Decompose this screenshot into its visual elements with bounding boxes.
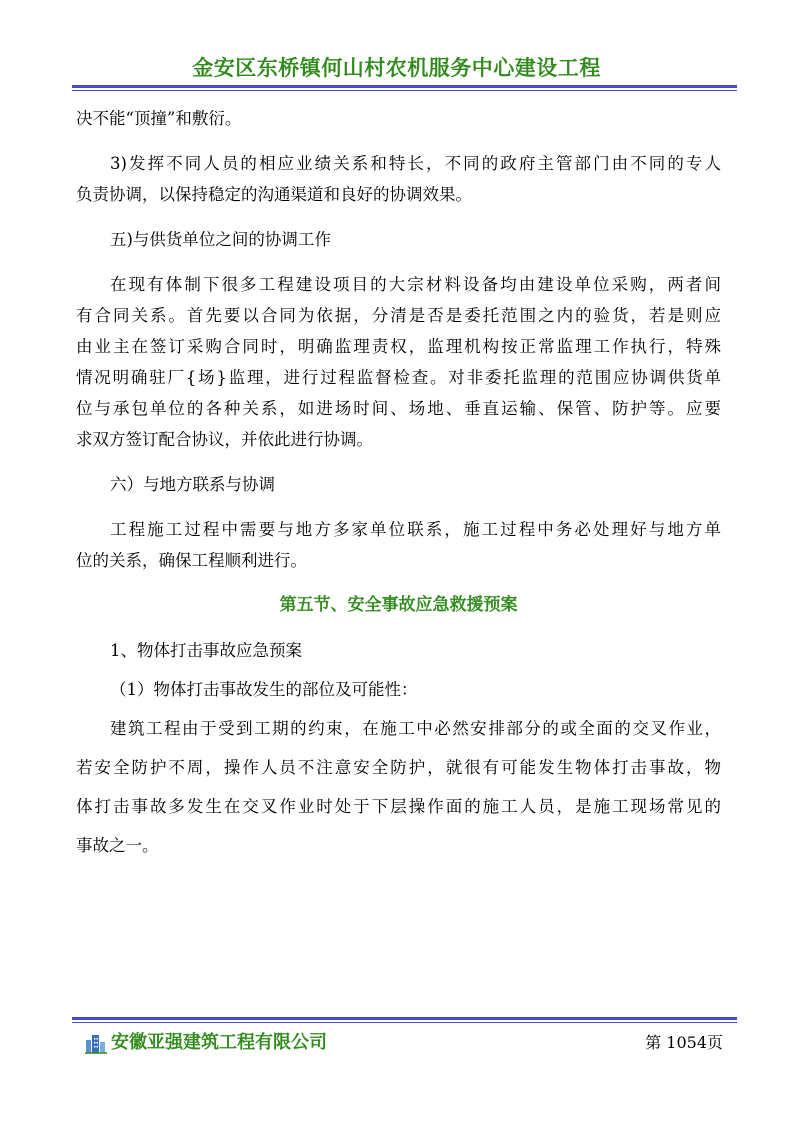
section-heading: 第五节、安全事故应急救援预案	[279, 595, 518, 615]
body-line: 负责协调，以保持稳定的沟通渠道和良好的协调效果。	[76, 185, 472, 204]
subsection-heading: 五)与供货单位之间的协调工作	[110, 230, 331, 249]
subsection-heading: （1）物体打击事故发生的部位及可能性：	[110, 680, 418, 699]
body-line: 建筑工程由于受到工期的约束，在施工中必然安排部分的或全面的交叉作业，	[110, 719, 721, 738]
body-line: 事故之一。	[76, 836, 159, 855]
body-line: 决不能“顶撞”和敷衍。	[76, 109, 242, 128]
header-title: 金安区东桥镇何山村农机服务中心建设工程	[192, 56, 601, 80]
body-line: 若安全防护不周，操作人员不注意安全防护，就很有可能发生物体打击事故，物	[76, 758, 721, 777]
body-line: 体打击事故多发生在交叉作业时处于下层操作面的施工人员，是施工现场常见的	[76, 797, 721, 816]
body-line: 工程施工过程中需要与地方多家单位联系，施工过程中务必处理好与地方单	[110, 520, 721, 539]
page-number: 第 1054页	[645, 1033, 723, 1052]
company-name: 安徽亚强建筑工程有限公司	[111, 1032, 327, 1053]
body-line: 由业主在签订采购合同时，明确监理责权，监理机构按正常监理工作执行，特殊	[76, 337, 721, 356]
subsection-heading: 六）与地方联系与协调	[110, 475, 275, 494]
body-line: 情况明确驻厂{场}监理，进行过程监督检查。对非委托监理的范围应协调供货单	[76, 368, 721, 387]
building-logo-icon	[85, 1032, 107, 1054]
body-line: 位与承包单位的各种关系，如进场时间、场地、垂直运输、保管、防护等。应要	[76, 399, 721, 418]
footer-divider-thin	[72, 1022, 737, 1023]
document-body	[76, 103, 721, 861]
body-line: 位的关系，确保工程顺利进行。	[76, 551, 307, 570]
body-line: 有合同关系。首先要以合同为依据，分清是否是委托范围之内的验货，若是则应	[76, 306, 721, 325]
body-line: 求双方签订配合协议，并依此进行协调。	[76, 430, 373, 449]
header-divider-thin	[72, 90, 737, 91]
footer-divider	[72, 1017, 737, 1020]
body-line: 3)发挥不同人员的相应业绩关系和特长，不同的政府主管部门由不同的专人	[110, 154, 721, 173]
body-line: 在现有体制下很多工程建设项目的大宗材料设备均由建设单位采购，两者间	[110, 275, 721, 294]
subsection-heading: 1、物体打击事故应急预案	[110, 641, 302, 660]
header-divider	[72, 85, 737, 88]
